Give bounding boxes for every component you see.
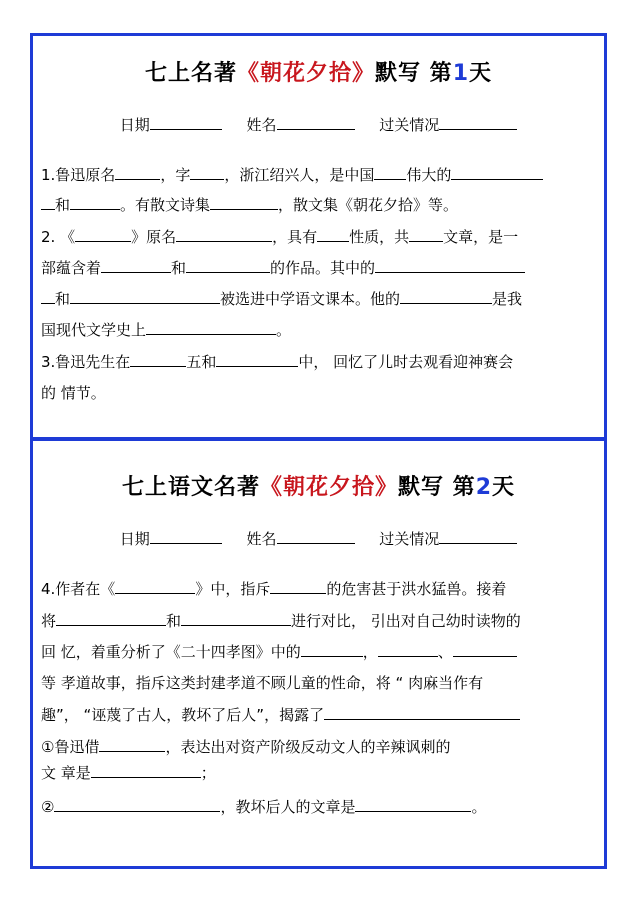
worksheet-title — [33, 470, 604, 501]
date-field[interactable] — [150, 529, 222, 544]
text: 进行对比， 引出对自己幼时读物的 — [291, 612, 521, 630]
blank[interactable] — [270, 579, 326, 594]
text: 。 — [276, 321, 292, 339]
question-line — [41, 610, 600, 631]
text: ，教坏后人的文章是 — [220, 798, 356, 816]
name-label: 姓名 — [246, 116, 277, 134]
blank[interactable] — [56, 611, 166, 626]
blank[interactable] — [146, 320, 276, 335]
question-line — [41, 382, 600, 403]
question-line — [41, 164, 600, 185]
text: 。有散文诗集 — [120, 196, 211, 214]
text: 3.鲁迅先生在 — [41, 353, 131, 371]
blank[interactable] — [91, 763, 201, 778]
text: 2. 《 — [41, 228, 76, 246]
text: 。 — [471, 798, 487, 816]
text: 性质，共 — [349, 228, 410, 246]
question-line — [41, 704, 600, 725]
status-field[interactable] — [439, 115, 517, 130]
text: 国现代文学史上 — [41, 321, 147, 339]
text: 和 — [171, 259, 187, 277]
blank[interactable] — [130, 352, 186, 367]
question-line — [41, 736, 600, 757]
blank[interactable] — [41, 289, 55, 304]
text: ， — [362, 643, 378, 661]
text: ，散文集《朝花夕拾》等。 — [278, 196, 459, 214]
title-text: 七上名著 — [144, 61, 237, 86]
text: 部蕴含着 — [41, 259, 102, 277]
name-field[interactable] — [277, 529, 355, 544]
date-field[interactable] — [150, 115, 222, 130]
book-title: 《朝花夕拾》 — [260, 475, 399, 500]
question-line — [41, 288, 600, 309]
text: 趣”， “诬蔑了古人，教坏了后人”，揭露了 — [41, 706, 325, 724]
status-label: 过关情况 — [379, 116, 440, 134]
text: 的危害甚于洪水猛兽。接着 — [326, 580, 507, 598]
title-text: 七上语文名著 — [121, 475, 260, 500]
blank[interactable] — [210, 195, 278, 210]
blank[interactable] — [324, 705, 520, 720]
question-line — [41, 226, 600, 247]
question-line — [41, 257, 600, 278]
blank[interactable] — [70, 289, 220, 304]
blank[interactable] — [115, 165, 160, 180]
blank[interactable] — [115, 579, 195, 594]
title-text: 默写 第 — [398, 475, 476, 500]
blank[interactable] — [375, 258, 525, 273]
text: 1.鲁迅原名 — [41, 166, 116, 184]
text: 伟大的 — [406, 166, 452, 184]
info-row — [33, 114, 604, 135]
text: ，浙江绍兴人，是中国 — [224, 166, 375, 184]
status-field[interactable] — [439, 529, 517, 544]
day-number: 1 — [452, 61, 469, 86]
worksheet-title — [33, 56, 604, 87]
question-line — [41, 194, 600, 215]
text: 》原名 — [131, 228, 177, 246]
text: 是我 — [492, 290, 523, 308]
text: ，表达出对资产阶级反动文人的辛辣讽刺的 — [165, 738, 451, 756]
day-number: 2 — [475, 475, 492, 500]
text: ； — [200, 764, 216, 782]
date-label: 日期 — [119, 116, 150, 134]
text: 和 — [55, 290, 71, 308]
text: 回 忆，着重分析了《二十四孝图》中的 — [41, 643, 301, 661]
question-line — [41, 762, 600, 783]
text: 被选进中学语文课本。他的 — [220, 290, 401, 308]
text: 4.作者在《 — [41, 580, 116, 598]
text: 将 — [41, 612, 57, 630]
blank[interactable] — [317, 227, 349, 242]
text: ①鲁迅借 — [41, 738, 100, 756]
blank[interactable] — [355, 797, 471, 812]
blank[interactable] — [54, 797, 220, 812]
status-label: 过关情况 — [379, 530, 440, 548]
blank[interactable] — [378, 642, 438, 657]
blank[interactable] — [99, 737, 165, 752]
blank[interactable] — [41, 195, 55, 210]
worksheet-day2 — [30, 437, 607, 869]
text: 和 — [166, 612, 182, 630]
text: 中， 回忆了儿时去观看迎神赛会 — [298, 353, 514, 371]
name-field[interactable] — [277, 115, 355, 130]
blank[interactable] — [400, 289, 492, 304]
name-label: 姓名 — [246, 530, 277, 548]
text: 》中，指斥 — [195, 580, 271, 598]
text: ② — [41, 798, 55, 816]
info-row — [33, 528, 604, 549]
text: 等 孝道故事，指斥这类封建孝道不顾儿童的性命，将 “ 肉麻当作有 — [41, 674, 484, 692]
blank[interactable] — [453, 642, 517, 657]
text: 文 章是 — [41, 764, 91, 782]
blank[interactable] — [181, 611, 291, 626]
blank[interactable] — [176, 227, 272, 242]
blank[interactable] — [409, 227, 443, 242]
text: ，字 — [160, 166, 191, 184]
title-text: 天 — [469, 61, 493, 86]
blank[interactable] — [190, 165, 224, 180]
question-line — [41, 319, 600, 340]
blank[interactable] — [70, 195, 120, 210]
worksheet-day1 — [30, 33, 607, 441]
text: 和 — [55, 196, 71, 214]
question-line — [41, 578, 600, 599]
title-text: 默写 第 — [375, 61, 453, 86]
question-line — [41, 641, 600, 662]
text: 文章，是一 — [443, 228, 519, 246]
text: 五和 — [186, 353, 217, 371]
text: ，具有 — [272, 228, 318, 246]
blank[interactable] — [186, 258, 270, 273]
text: 的 情节。 — [41, 384, 106, 402]
date-label: 日期 — [119, 530, 150, 548]
question-line — [41, 672, 600, 693]
question-line — [41, 796, 600, 817]
blank[interactable] — [374, 165, 406, 180]
text: 、 — [437, 643, 453, 661]
question-line — [41, 351, 600, 372]
blank[interactable] — [216, 352, 298, 367]
book-title: 《朝花夕拾》 — [237, 61, 376, 86]
blank[interactable] — [101, 258, 171, 273]
blank[interactable] — [301, 642, 363, 657]
blank[interactable] — [75, 227, 131, 242]
title-text: 天 — [492, 475, 516, 500]
blank[interactable] — [451, 165, 543, 180]
text: 的作品。其中的 — [270, 259, 376, 277]
